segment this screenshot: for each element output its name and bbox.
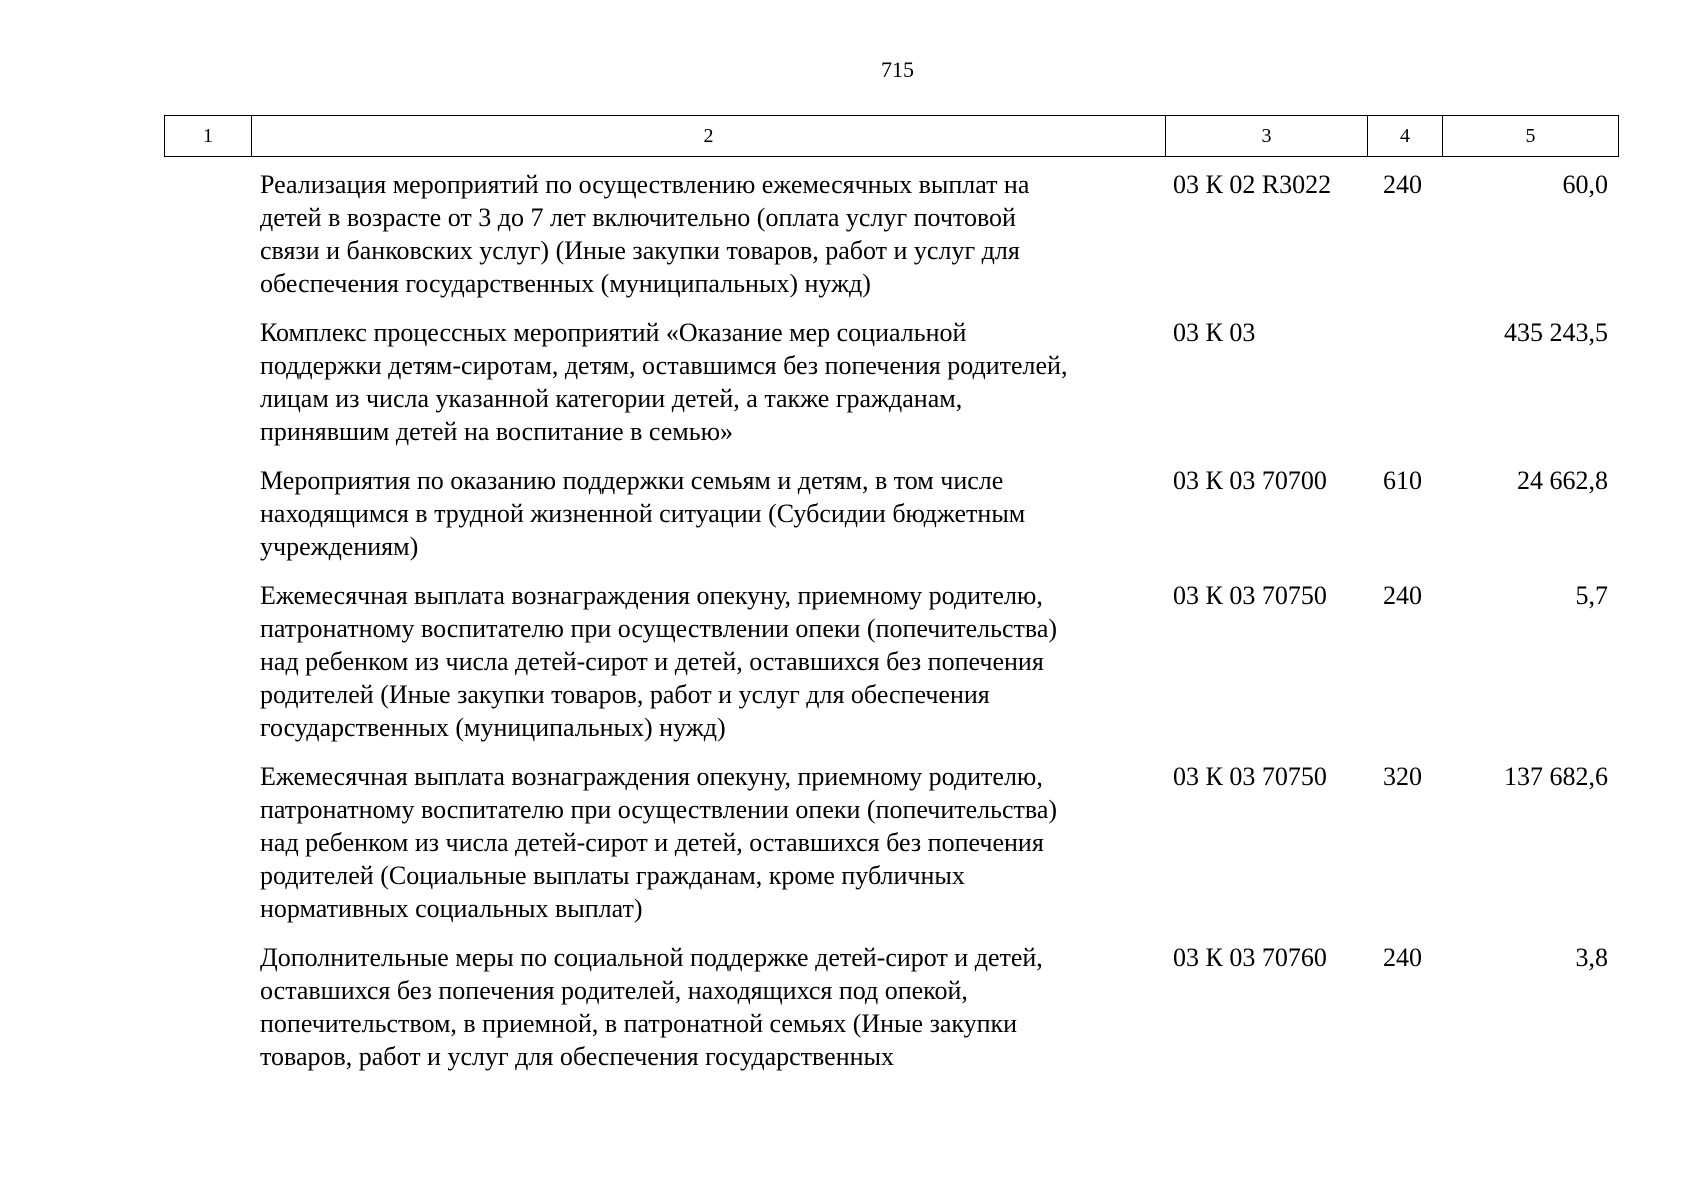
row-code: 03 К 03 70760: [1173, 943, 1327, 972]
row-description: Ежемесячная выплата вознаграждения опекуну, приемному родителю, патронатному воспитателю при осуществлении опеки (попечительства) над ребенком из числа детей-сирот и детей, оставшихся без попечения родителей (Иные закупки товаров, работ и услуг для обеспечения государственных (муниципальных) нужд): [260, 581, 1058, 742]
row-col-1: [164, 168, 251, 300]
row-expense-type: 240: [1383, 170, 1422, 199]
row-expense-type: 240: [1383, 581, 1422, 610]
row-amount: 5,7: [1575, 581, 1608, 610]
row-col-1: [164, 316, 251, 448]
row-amount: 3,8: [1575, 943, 1608, 972]
row-code: 03 К 03 70750: [1173, 581, 1327, 610]
row-code: 03 К 02 R3022: [1173, 170, 1332, 199]
row-amount: 137 682,6: [1504, 762, 1608, 791]
row-amount: 24 662,8: [1517, 466, 1608, 495]
row-description: Мероприятия по оказанию поддержки семьям и детям, в том числе находящимся в трудной жизненной ситуации (Субсидии бюджетным учреждениям): [260, 466, 1026, 561]
row-code: 03 К 03 70750: [1173, 762, 1327, 791]
row-col-1: [164, 579, 251, 744]
header-col-1: 1: [165, 116, 252, 157]
table-row: [164, 579, 1618, 744]
table-body: [164, 168, 1618, 1073]
row-code: 03 К 03: [1173, 318, 1256, 347]
header-col-4: 4: [1368, 116, 1443, 157]
row-amount: 60,0: [1562, 170, 1608, 199]
row-description: Ежемесячная выплата вознаграждения опекуну, приемному родителю, патронатному воспитателю при осуществлении опеки (попечительства) над ребенком из числа детей-сирот и детей, оставшихся без попечения родителей (Социальные выплаты гражданам, кроме публичных нормативных социальных выплат): [260, 762, 1058, 923]
header-col-2: 2: [252, 116, 1166, 157]
table-row: [164, 464, 1618, 563]
header-col-3: 3: [1166, 116, 1368, 157]
header-col-5: 5: [1443, 116, 1619, 157]
row-description: Дополнительные меры по социальной поддержке детей-сирот и детей, оставшихся без попечения родителей, находящихся под опекой, попечительством, в приемной, в патронатной семьях (Иные закупки товаров, работ и услуг для обеспечения государственных: [260, 943, 1043, 1071]
column-header-row: [164, 115, 1619, 157]
table-row: [164, 168, 1618, 300]
row-amount: 435 243,5: [1504, 318, 1608, 347]
table-row: [164, 760, 1618, 925]
page-number: 715: [881, 57, 914, 82]
row-expense-type: 320: [1383, 762, 1422, 791]
row-col-1: [164, 760, 251, 925]
row-col-1: [164, 941, 251, 1073]
row-expense-type: [1367, 316, 1442, 448]
table-row: [164, 316, 1618, 448]
row-expense-type: 240: [1383, 943, 1422, 972]
row-code: 03 К 03 70700: [1173, 466, 1327, 495]
row-description: Комплекс процессных мероприятий «Оказание мер социальной поддержки детям-сиротам, детям, оставшимся без попечения родителей, лицам из числа указанной категории детей, а также гражданам, принявшим детей на воспитание в семью»: [260, 318, 1068, 446]
row-col-1: [164, 464, 251, 563]
row-expense-type: 610: [1383, 466, 1422, 495]
table-row: [164, 941, 1618, 1073]
row-description: Реализация мероприятий по осуществлению ежемесячных выплат на детей в возрасте от 3 до 7 лет включительно (оплата услуг почтовой связи и банковских услуг) (Иные закупки товаров, работ и услуг для обеспечения государственных (муниципальных) нужд): [260, 170, 1030, 298]
